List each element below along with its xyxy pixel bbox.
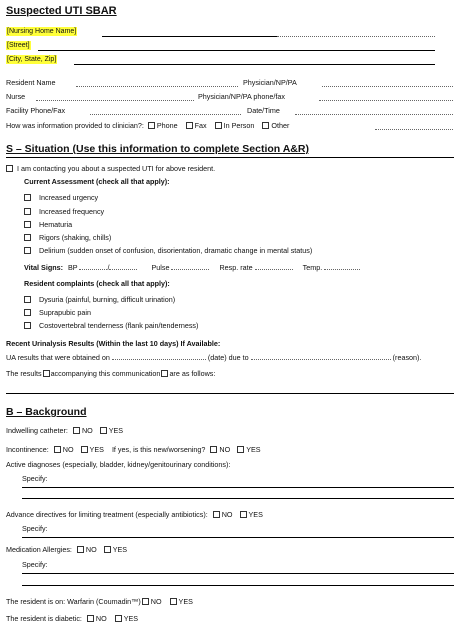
indwelling-no-checkbox[interactable] [73, 427, 80, 434]
how-provided-row [6, 122, 289, 129]
complaint-item: Dysuria (painful, burning, difficult urination) [24, 296, 175, 303]
bp-systolic-field[interactable] [79, 263, 107, 270]
bp-diastolic-field[interactable] [109, 263, 137, 270]
specify-label: Specify: [22, 560, 48, 569]
complaint-checkbox[interactable] [24, 309, 31, 316]
diabetic-no-checkbox[interactable] [87, 615, 94, 622]
recent-urinalysis-heading: Recent Urinalysis Results (Within the last 10 days) If Available: [6, 339, 221, 348]
nurse-field[interactable] [36, 100, 194, 101]
nurse-label: Nurse [6, 92, 26, 101]
resident-name-label: Resident Name [6, 78, 56, 87]
assessment-item: Delirium (sudden onset of confusion, disorientation, dramatic change in mental status) [24, 247, 312, 254]
active-diagnoses-label: Active diagnoses (especially, bladder, kidney/genitourinary conditions): [6, 460, 231, 469]
ua-date-field[interactable] [112, 353, 206, 360]
assessment-checkbox[interactable] [24, 208, 31, 215]
nursing-home-name[interactable]: [Nursing Home Name] [7, 28, 77, 35]
complaint-item: Costovertebral tenderness (flank pain/tenderness) [24, 322, 198, 329]
diabetic-row: The resident is diabetic: NO YES [6, 614, 139, 623]
incontinence-yes-checkbox[interactable] [81, 446, 88, 453]
ua-reason-field[interactable] [251, 353, 391, 360]
assessment-item: Hematuria [24, 221, 72, 228]
results-accompanying-checkbox[interactable] [43, 370, 50, 377]
resp-rate-label: Resp. rate [219, 263, 253, 272]
specify-label: Specify: [22, 474, 48, 483]
diabetic-yes-checkbox[interactable] [115, 615, 122, 622]
other-field[interactable] [375, 129, 453, 130]
street[interactable]: [Street] [7, 42, 30, 49]
fax-checkbox[interactable] [186, 122, 193, 129]
phone-checkbox[interactable] [148, 122, 155, 129]
complaint-checkbox[interactable] [24, 322, 31, 329]
results-row: The results accompanying this communication are as follows: [6, 369, 216, 378]
fax-label: Fax [194, 121, 207, 130]
allergies-yes-checkbox[interactable] [104, 546, 111, 553]
contacting-text: I am contacting you about a suspected UTI for above resident. [17, 164, 216, 173]
pulse-field[interactable] [171, 263, 209, 270]
phone-label: Phone [156, 121, 178, 130]
resp-rate-field[interactable] [255, 263, 293, 270]
vital-signs-label: Vital Signs: [24, 263, 64, 272]
active-diagnoses-field[interactable] [22, 498, 454, 499]
indwelling-row: Indwelling catheter: NO YES [6, 426, 124, 435]
medication-allergies-row: Medication Allergies: NO YES [6, 545, 128, 554]
warfarin-yes-checkbox[interactable] [170, 598, 177, 605]
complaint-item: Suprapubic pain [24, 309, 91, 316]
incontinence-row: Incontinence: NO YES If yes, is this new/worsening? NO YES [6, 445, 261, 454]
warfarin-no-checkbox[interactable] [142, 598, 149, 605]
other-checkbox[interactable] [262, 122, 269, 129]
assessment-item: Rigors (shaking, chills) [24, 234, 111, 241]
contacting-checkbox[interactable] [6, 165, 13, 172]
situation-heading: S – Situation (Use this information to complete Section A&R) [6, 143, 309, 155]
allergies-no-checkbox[interactable] [77, 546, 84, 553]
current-assessment-heading: Current Assessment (check all that apply): [24, 177, 170, 186]
date-time-field[interactable] [295, 114, 453, 115]
advance-directives-field[interactable] [22, 537, 454, 538]
indwelling-yes-checkbox[interactable] [100, 427, 107, 434]
contacting-row [6, 165, 215, 172]
specify-label: Specify: [22, 524, 48, 533]
how-provided-label: How was information provided to clinician?: [6, 121, 144, 130]
city-state-zip[interactable]: [City, State, Zip] [7, 56, 57, 63]
results-as-follows-checkbox[interactable] [161, 370, 168, 377]
resident-name-field[interactable] [76, 86, 238, 87]
assessment-checkbox[interactable] [24, 234, 31, 241]
worsening-no-checkbox[interactable] [210, 446, 217, 453]
resident-complaints-heading: Resident complaints (check all that apply): [24, 279, 170, 288]
facility-phone-fax-label: Facility Phone/Fax [6, 106, 66, 115]
form-title: Suspected UTI SBAR [6, 5, 117, 17]
physician-field[interactable] [322, 86, 453, 87]
in-person-checkbox[interactable] [215, 122, 222, 129]
incontinence-no-checkbox[interactable] [54, 446, 61, 453]
physician-label: Physician/NP/PA [243, 78, 297, 87]
temp-field[interactable] [324, 263, 360, 270]
advance-directives-row: Advance directives for limiting treatment (especially antibiotics): NO YES [6, 510, 263, 519]
assessment-checkbox[interactable] [24, 194, 31, 201]
vital-signs-row: Vital Signs: BP / Pulse Resp. rate Temp. [24, 263, 360, 271]
temp-label: Temp. [302, 263, 323, 272]
advance-directives-no-checkbox[interactable] [213, 511, 220, 518]
in-person-label: In Person [223, 121, 255, 130]
pulse-label: Pulse [151, 263, 170, 272]
assessment-item: Increased frequency [24, 208, 104, 215]
assessment-item: Increased urgency [24, 194, 98, 201]
assessment-checkbox[interactable] [24, 247, 31, 254]
date-time-label: Date/Time [247, 106, 280, 115]
facility-phone-fax-field[interactable] [90, 114, 241, 115]
ua-results-row: UA results that were obtained on (date) due to (reason). [6, 353, 422, 362]
active-diagnoses-field[interactable] [22, 487, 454, 488]
complaint-checkbox[interactable] [24, 296, 31, 303]
physician-phone-fax-label: Physician/NP/PA phone/fax [198, 92, 285, 101]
background-heading: B – Background [6, 406, 87, 418]
advance-directives-yes-checkbox[interactable] [240, 511, 247, 518]
physician-phone-fax-field[interactable] [319, 100, 453, 101]
results-line[interactable] [6, 393, 454, 394]
other-label: Other [271, 121, 290, 130]
assessment-checkbox[interactable] [24, 221, 31, 228]
bp-label: BP [68, 263, 78, 272]
allergies-field[interactable] [22, 573, 454, 574]
worsening-yes-checkbox[interactable] [237, 446, 244, 453]
warfarin-row: The resident is on: Warfarin (Coumadin™) NO YES [6, 597, 193, 606]
allergies-field[interactable] [22, 585, 454, 586]
